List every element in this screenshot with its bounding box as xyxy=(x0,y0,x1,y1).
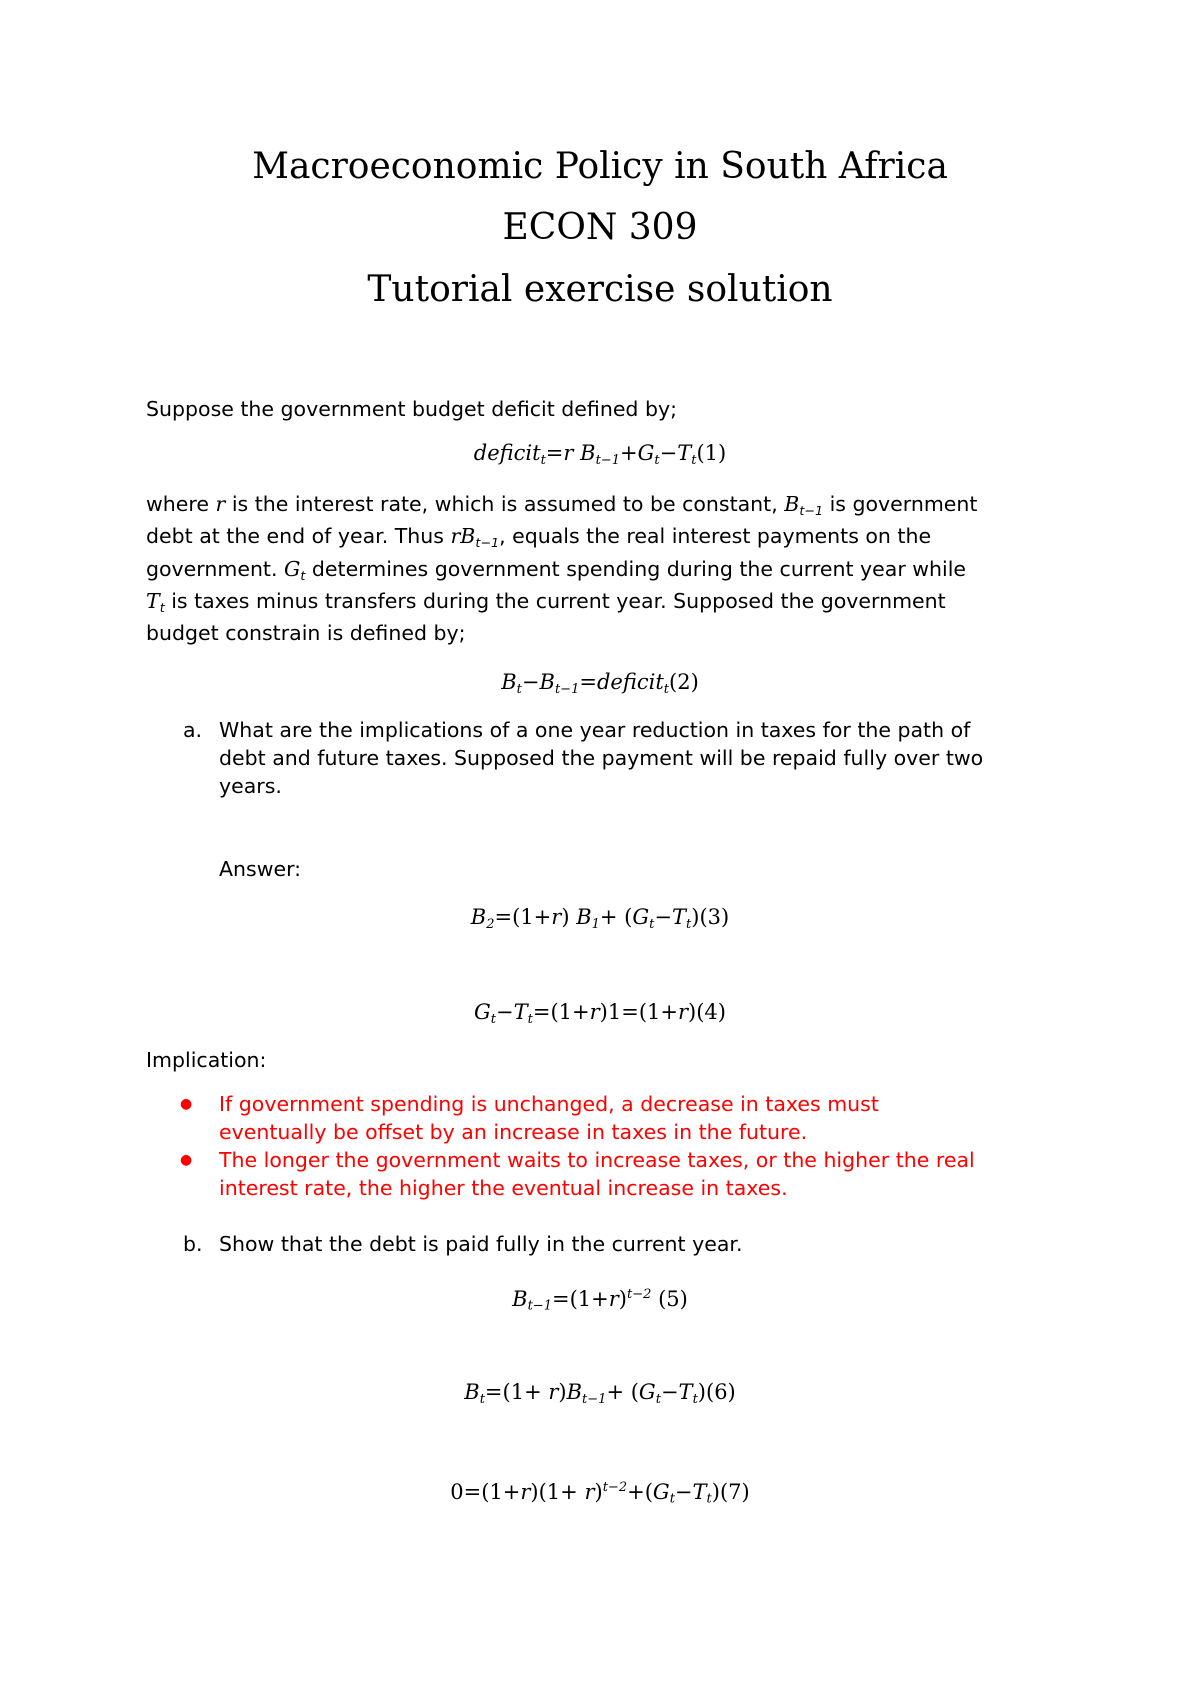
paragraph-line: where r is the interest rate, which is assumed to be constant, $B_{t-1}$ is government xyxy=(146,492,978,518)
equation-4: $G_t-T_t=(1+r)1=(1+r)(4)$ xyxy=(474,1000,726,1027)
question-a-line: years. xyxy=(219,774,282,798)
equation-6-tag: (6) xyxy=(706,1380,736,1404)
implication-bullet-2: The longer the government waits to increase taxes, or the higher the real xyxy=(219,1148,975,1172)
implication-bullet-1-cont: eventually be offset by an increase in taxes in the future. xyxy=(219,1120,808,1144)
question-a-line: debt and future taxes. Supposed the payment will be repaid fully over two xyxy=(219,746,984,770)
paragraph-line: budget constrain is defined by; xyxy=(146,621,466,645)
implication-bullet-2-cont: interest rate, the higher the eventual increase in taxes. xyxy=(219,1176,788,1200)
equation-7: $0=(1+r)(1+ r)^{t-2}+(G_t-T_t)(7)$ xyxy=(450,1479,750,1507)
equation-1: deficit$_t$=r $B_{t-1}+G_t-T_t(1)$ xyxy=(473,441,727,468)
paragraph-line: $T_t$ is taxes minus transfers during the current year. Supposed the government xyxy=(146,589,946,615)
equation-1-tag: (1) xyxy=(696,441,727,465)
document-subtitle: Tutorial exercise solution xyxy=(367,269,833,310)
equation-2: $B_t-B_{t-1}=deficit_t(2)$ xyxy=(501,670,699,697)
equation-4-tag: (4) xyxy=(696,1000,726,1024)
equation-5-tag: (5) xyxy=(658,1286,688,1311)
implication-bullet-1: If government spending is unchanged, a decrease in taxes must xyxy=(219,1092,879,1116)
document-title: Macroeconomic Policy in South Africa xyxy=(252,146,948,187)
equation-3-tag: (3) xyxy=(699,905,730,929)
bullet-icon: ● xyxy=(180,1096,193,1112)
implication-heading: Implication: xyxy=(146,1048,267,1072)
paragraph-line: government. $G_t$ determines government spending during the current year while xyxy=(146,557,967,583)
equation-7-tag: (7) xyxy=(719,1479,750,1504)
question-a-label: a. xyxy=(183,718,203,742)
equation-6: $B_t=(1+ r)B_{t-1}+ (G_t-T_t)(6)$ xyxy=(464,1380,736,1407)
equation-5: $B_{t-1}=(1+r)^{t-2}$ (5) xyxy=(512,1286,688,1314)
question-a-line: What are the implications of a one year reduction in taxes for the path of xyxy=(219,718,971,742)
course-code: ECON 309 xyxy=(502,207,698,248)
question-b-line: Show that the debt is paid fully in the current year. xyxy=(219,1232,743,1256)
bullet-icon: ● xyxy=(180,1152,193,1168)
answer-label: Answer: xyxy=(219,857,302,881)
equation-3: $B_2=(1+r)$ $B_1+ (G_t-T_t)(3)$ xyxy=(470,905,730,932)
intro-line: Suppose the government budget deficit defined by; xyxy=(146,397,678,421)
equation-2-tag: (2) xyxy=(669,670,699,694)
question-b-label: b. xyxy=(183,1232,203,1256)
paragraph-line: debt at the end of year. Thus $rB_{t-1}$, equals the real interest payments on the xyxy=(146,524,932,550)
